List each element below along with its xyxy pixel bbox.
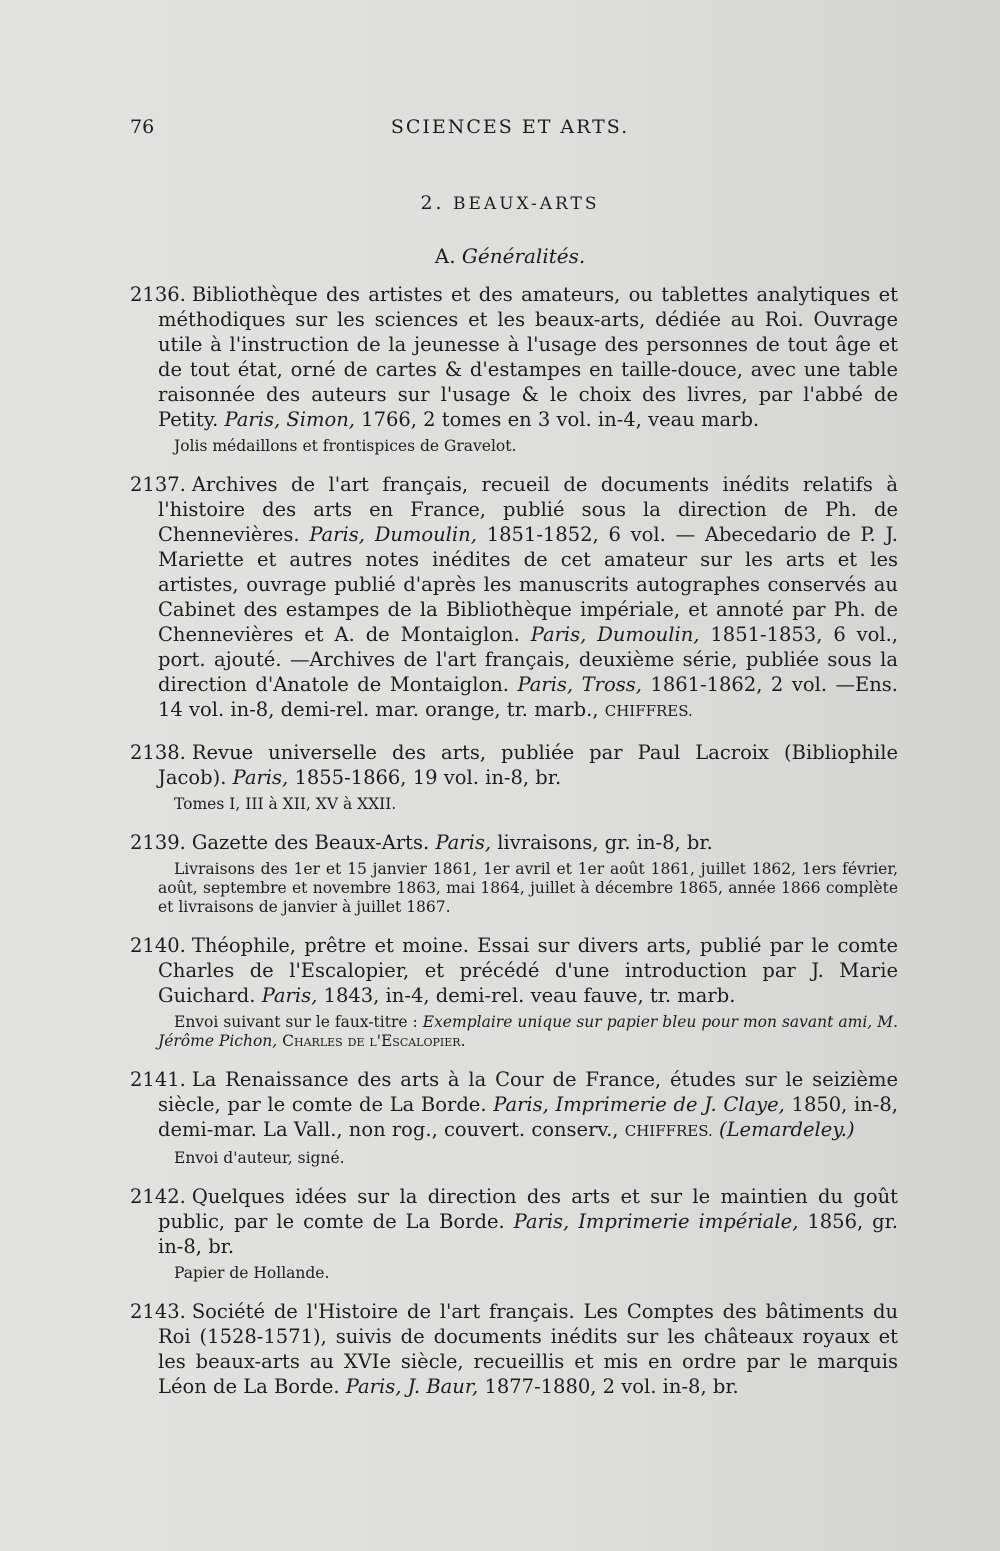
entry-text (130, 1184, 898, 1259)
entry-details: 1877-1880, 2 vol. in-8, br. (484, 1375, 739, 1398)
catalogue-entry-2139 (130, 830, 898, 917)
entry-text (130, 282, 898, 432)
entry-note: Papier de Hollande. (174, 1264, 330, 1282)
catalogue-entry-2138 (130, 740, 898, 814)
entry-imprint: Paris, (232, 766, 289, 789)
entry-imprint: Paris, J. Baur, (345, 1375, 479, 1398)
entry-imprint: Paris, Dumoulin, (530, 623, 700, 646)
entry-text (130, 1067, 898, 1144)
note-signature: Charles de l'Escalopier. (282, 1032, 466, 1050)
subsection-heading (130, 244, 890, 268)
entry-number: 2138. (130, 741, 186, 764)
entry-number: 2143. (130, 1300, 186, 1323)
entry-details: 1766, 2 tomes en 3 vol. in-4, veau marb. (361, 408, 760, 431)
subsection-letter: A. (434, 244, 456, 268)
entry-note: Envoi d'auteur, signé. (174, 1149, 345, 1167)
section-title: BEAUX-ARTS (453, 194, 600, 214)
catalogue-entry-2141 (130, 1067, 898, 1168)
entry-details: 1861-1862, 2 vol. —Ens. 14 vol. in-8, demi-rel. mar. orange, tr. marb., (158, 673, 899, 721)
entry-imprint: Paris, Imprimerie de J. Claye, (493, 1093, 785, 1116)
entry-text (130, 472, 898, 724)
page-header (130, 116, 890, 146)
page-number: 76 (130, 116, 155, 138)
entry-details: 1850, in-8, demi-mar. La Vall., non rog., couvert. conserv., (158, 1093, 898, 1141)
entry-description: Revue universelle des arts, publiée par Paul Lacroix (Bibliophile Jacob). (158, 741, 898, 789)
entry-text (130, 1299, 898, 1399)
catalogue-entry-2136 (130, 282, 898, 456)
catalogue-entry-2142 (130, 1184, 898, 1283)
entry-description: Archives de l'art français, recueil de documents inédits relatifs à l'histoire des arts en France, publié sous la direction de Ph. de Chennevières. (158, 473, 898, 546)
catalogue-entry-2137 (130, 472, 898, 724)
running-title: SCIENCES ET ARTS. (390, 116, 630, 138)
entry-description: Théophile, prêtre et moine. Essai sur divers arts, publié par le comte Charles de l'Escalopier, et précédé d'une introduction par J. Marie Guichard. (158, 934, 898, 1007)
entry-binding-mark: CHIFFRES. (624, 1122, 713, 1140)
entry-note: Tomes I, III à XII, XV à XXII. (174, 795, 397, 813)
entry-description: Bibliothèque des artistes et des amateurs, ou tablettes analytiques et méthodiques sur les sciences et les beaux-arts, dédiée au Roi. Ouvrage utile à l'instruction de la jeunesse à l'usage des personnes de tout âge et de tout état, orné de cartes & d'estampes en taille-douce, avec une table raisonnée des auteurs sur l'usage & le choix des livres, par l'abbé de Petity. (158, 283, 898, 431)
entry-details: livraisons, gr. in-8, br. (497, 831, 713, 854)
entry-note (130, 1013, 898, 1051)
entry-description: La Renaissance des arts à la Cour de France, études sur le seizième siècle, par le comte de La Borde. (158, 1068, 898, 1116)
entry-details: 1843, in-4, demi-rel. veau fauve, tr. marb. (323, 984, 736, 1007)
catalogue-entries (130, 282, 898, 1415)
entry-imprint: Paris, Tross, (517, 673, 642, 696)
entry-text (130, 740, 898, 790)
catalogue-entry-2140 (130, 933, 898, 1051)
section-number: 2. (420, 192, 445, 214)
subsection-title: Généralités. (461, 244, 586, 268)
entry-number: 2136. (130, 283, 186, 306)
entry-details: 1851-1852, 6 vol. — Abecedario de P. J. Mariette et autres notes inédites de cet amateur sur les arts et les artistes, ouvrage publié d'après les manuscrits autographes conservés au Cabinet des estampes de la Bibliothèque impériale, et annoté par Ph. de Chennevières et A. de Montaiglon. (158, 523, 898, 646)
entry-details: 1855-1866, 19 vol. in-8, br. (294, 766, 562, 789)
entry-imprint: Paris, (435, 831, 492, 854)
entry-description: Quelques idées sur la direction des arts et sur le maintien du goût public, par le comte de La Borde. (158, 1185, 898, 1233)
entry-note: Jolis médaillons et frontispices de Gravelot. (174, 437, 517, 455)
entry-imprint: Paris, (261, 984, 318, 1007)
entry-imprint: Paris, Dumoulin, (309, 523, 477, 546)
entry-number: 2139. (130, 831, 186, 854)
entry-number: 2141. (130, 1068, 186, 1091)
entry-number: 2137. (130, 473, 186, 496)
entry-details: 1856, gr. in-8, br. (158, 1210, 898, 1258)
entry-details: 1851-1853, 6 vol., port. ajouté. —Archives de l'art français, deuxième série, publiée sous la direction d'Anatole de Montaiglon. (158, 623, 899, 696)
entry-imprint: Paris, Simon, (224, 408, 355, 431)
entry-number: 2140. (130, 934, 186, 957)
section-heading (130, 192, 890, 214)
entry-description: Gazette des Beaux-Arts. (191, 831, 430, 854)
catalogue-entry-2143 (130, 1299, 898, 1399)
entry-imprint: Paris, Imprimerie impériale, (513, 1210, 799, 1233)
note-text: Envoi suivant sur le faux-titre : (174, 1013, 418, 1031)
entry-number: 2142. (130, 1185, 186, 1208)
entry-text (130, 830, 898, 855)
entry-provenance: (Lemardeley.) (718, 1118, 855, 1141)
note-inscription: Exemplaire unique sur papier bleu pour mon savant ami, M. Jérôme Pichon, (158, 1013, 898, 1050)
entry-binding-mark: CHIFFRES. (604, 702, 693, 720)
entry-text (130, 933, 898, 1008)
entry-note: Livraisons des 1er et 15 janvier 1861, 1er avril et 1er août 1861, juillet 1862, 1ers février, août, septembre et novembre 1863, mai 1864, juillet à décembre 1865, année 1866 complète et livraisons de janvier à juillet 1867. (158, 860, 898, 916)
entry-description: Société de l'Histoire de l'art français. Les Comptes des bâtiments du Roi (1528-1571), suivis de documents inédits sur les châteaux royaux et les beaux-arts au XVIe siècle, recueillis et mis en ordre par le marquis Léon de La Borde. (158, 1300, 898, 1398)
